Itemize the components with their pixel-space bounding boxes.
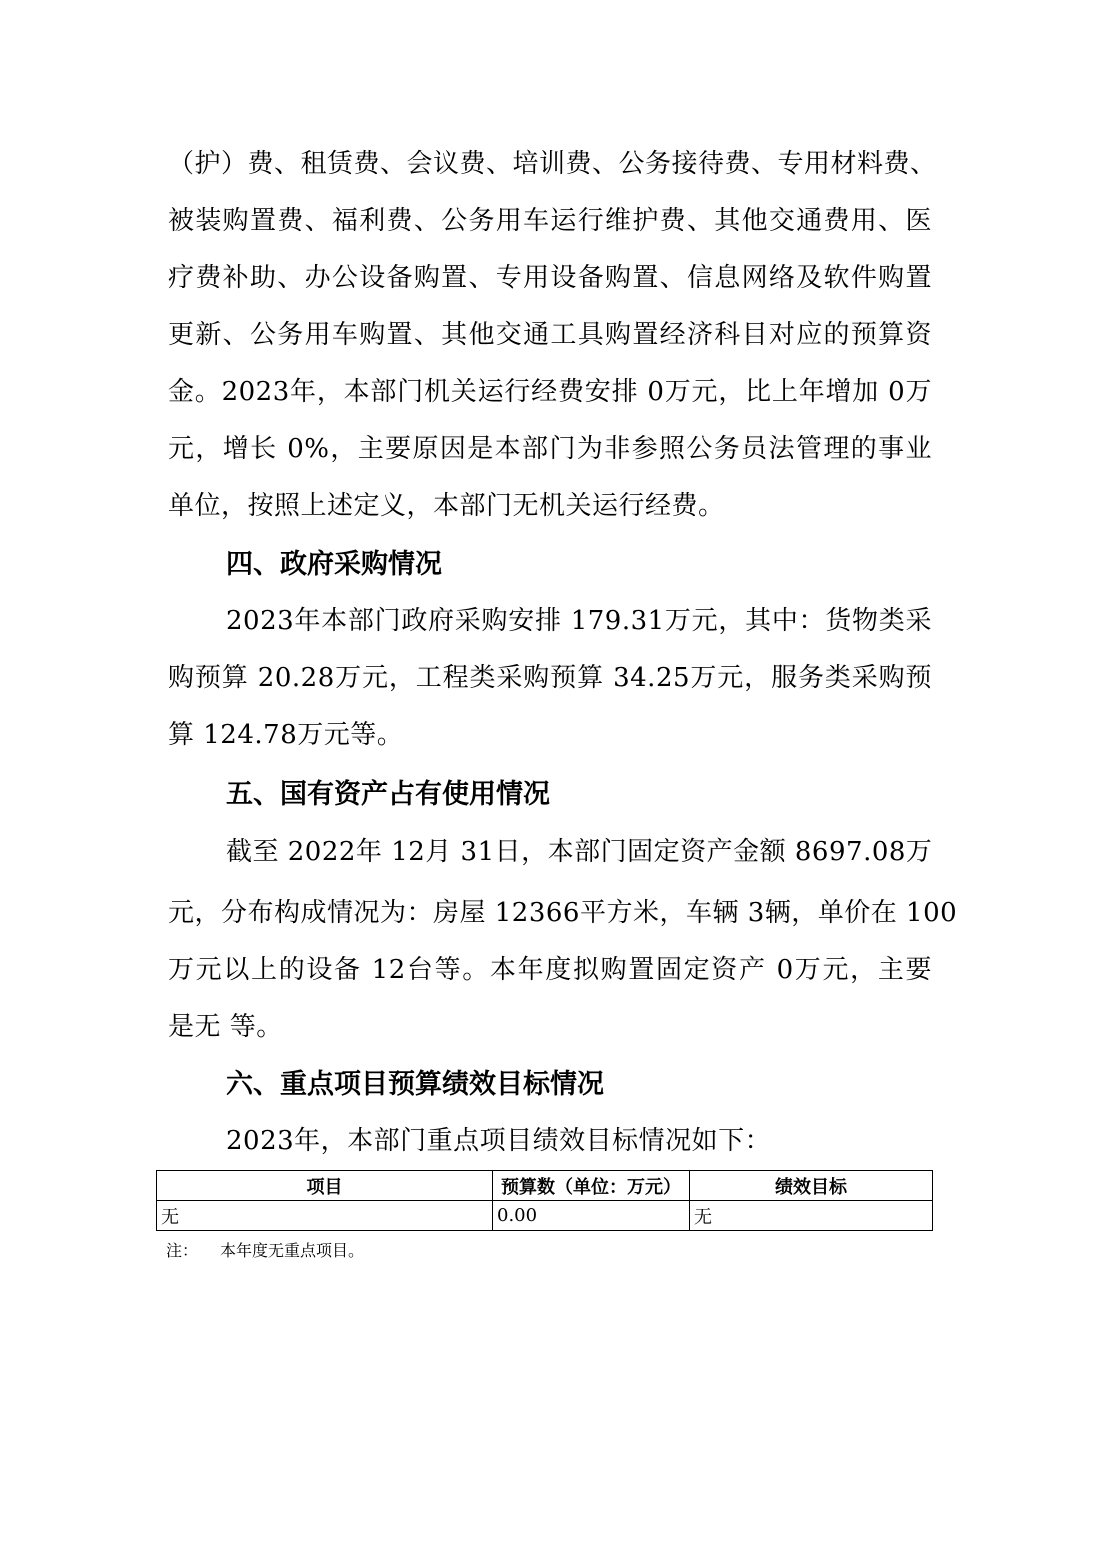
note-label: 注： [166,1241,199,1260]
body-line: 是无 等。 [168,1012,283,1042]
body-line: 元，增长 0%，主要原因是本部门为非参照公务员法管理的事业 [168,434,932,464]
section-heading-procurement: 四、政府采购情况 [226,549,442,580]
body-line: 元，分布构成情况为：房屋 12366平方米，车辆 3辆，单价在 100 [168,898,958,928]
body-line: 购预算 20.28万元，工程类采购预算 34.25万元，服务类采购预 [168,663,932,693]
body-line: 被装购置费、福利费、公务用车运行维护费、其他交通费用、医 [168,206,932,236]
body-line: 单位，按照上述定义，本部门无机关运行经费。 [168,491,725,521]
note-text: 本年度无重点项目。 [220,1241,365,1260]
table-header-row [157,1171,933,1201]
key-projects-table [156,1170,933,1231]
body-line: （护）费、租赁费、会议费、培训费、公务接待费、专用材料费、 [168,149,937,179]
cell-budget: 0.00 [493,1201,690,1231]
table-row [157,1201,933,1231]
body-line: 截至 2022年 12月 31日，本部门固定资产金额 8697.08万 [226,837,933,867]
column-header-project: 项目 [157,1171,493,1201]
column-header-budget: 预算数（单位：万元） [493,1171,690,1201]
table-note [166,1240,364,1262]
body-line: 金。2023年，本部门机关运行经费安排 0万元，比上年增加 0万 [168,377,932,407]
column-header-target: 绩效目标 [690,1171,933,1201]
body-line: 更新、公务用车购置、其他交通工具购置经济科目对应的预算资 [168,320,932,350]
body-line: 万元以上的设备 12台等。本年度拟购置固定资产 0万元，主要 [168,955,932,985]
cell-project: 无 [157,1201,493,1231]
body-line: 2023年本部门政府采购安排 179.31万元，其中：货物类采 [226,606,932,636]
section-heading-assets: 五、国有资产占有使用情况 [226,779,550,810]
section-heading-performance: 六、重点项目预算绩效目标情况 [226,1069,604,1100]
body-line: 算 124.78万元等。 [168,720,404,750]
body-line: 疗费补助、办公设备购置、专用设备购置、信息网络及软件购置 [168,263,932,293]
cell-target: 无 [690,1201,933,1231]
table-intro: 2023年，本部门重点项目绩效目标情况如下： [226,1126,772,1156]
